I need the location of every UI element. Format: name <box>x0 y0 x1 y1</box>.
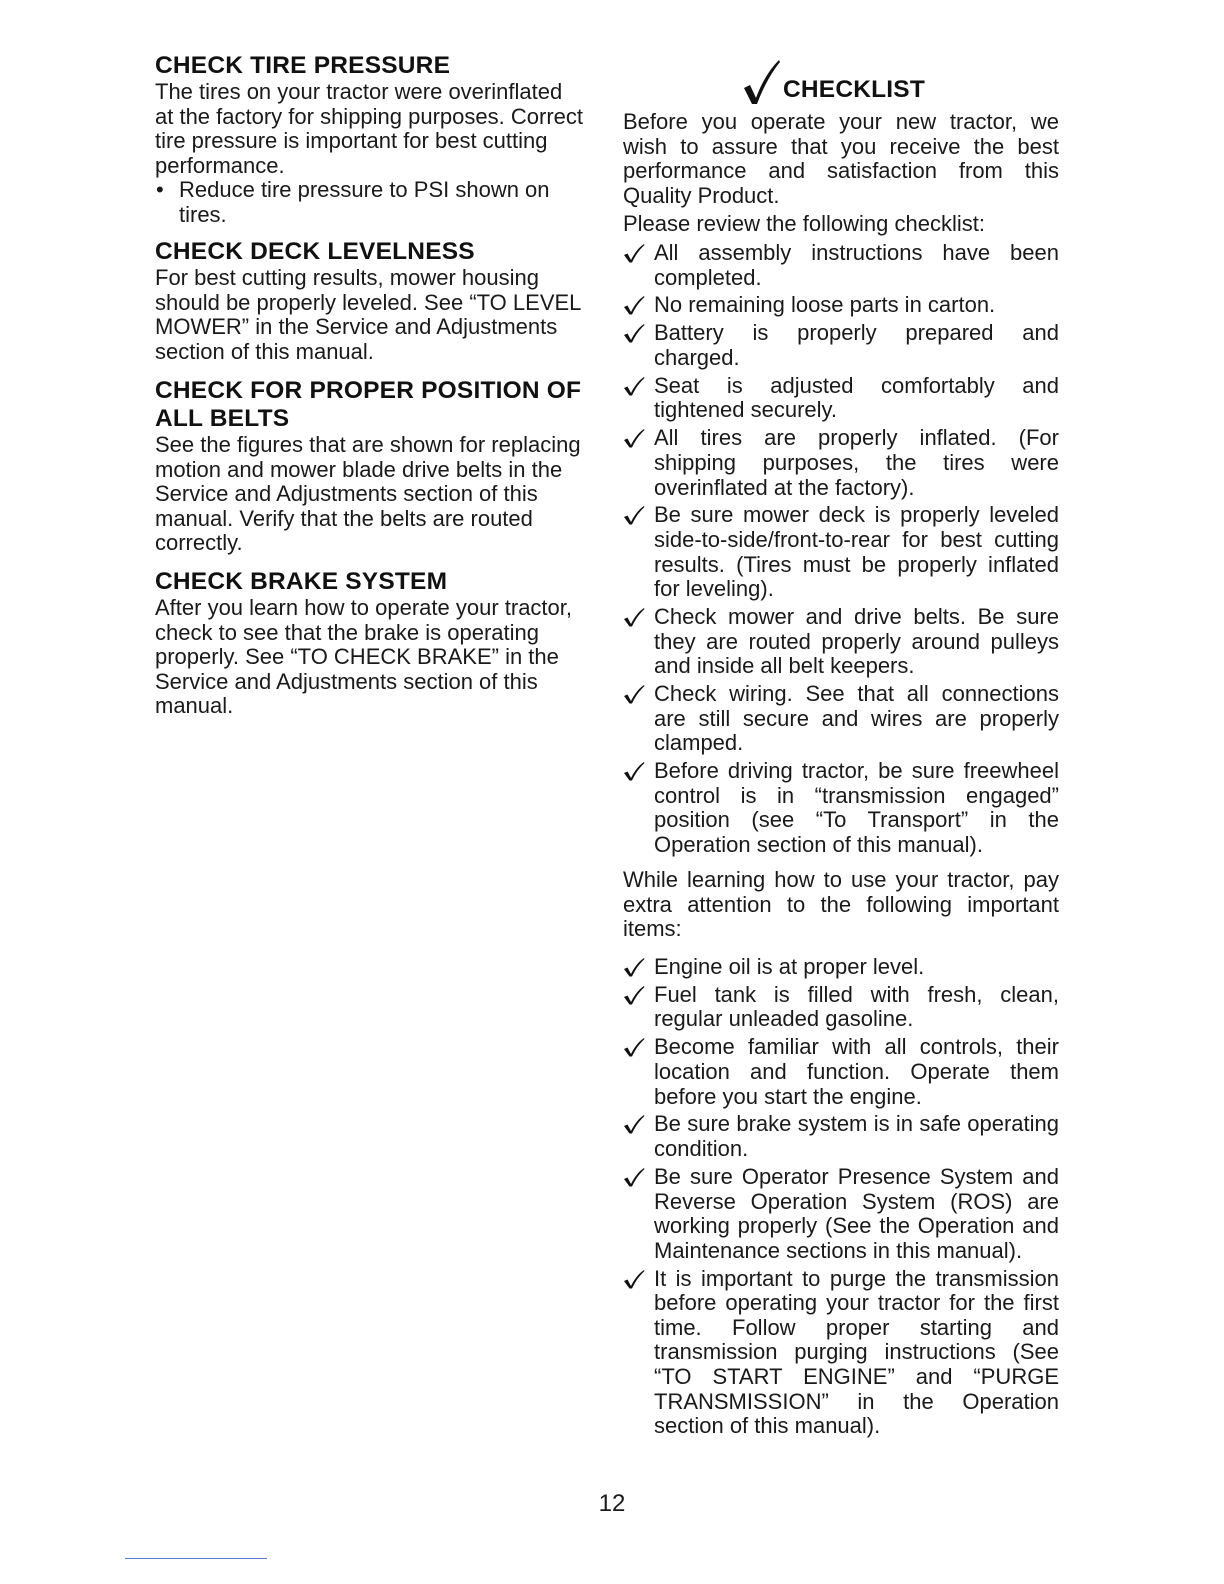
checklist-item-text: Fuel tank is filled with fresh, clean, regular unleaded gasoline. <box>654 981 1059 1032</box>
checklist-item <box>623 955 1059 980</box>
checkmark-icon <box>623 605 654 679</box>
attention-items <box>623 955 1059 1442</box>
brake-section <box>155 568 585 719</box>
brake-body: After you learn how to operate your tractor, check to see that the brake is operating properly. See “TO CHECK BRAKE” in the Service and Adjustments section of this manual. <box>155 595 573 719</box>
deck-levelness-body: For best cutting results, mower housing should be properly leveled. See “TO LEVEL MOWER” in the Service and Adjustments section of this manual. <box>155 265 581 364</box>
checkmark-icon <box>623 293 654 318</box>
checkmark-icon <box>623 374 654 423</box>
checklist-title: CHECKLIST <box>783 76 925 103</box>
checklist-item-text: Check wiring. See that all connections are still secure and wires are properly clamped. <box>654 681 1059 756</box>
checklist-item-text: Seat is adjusted comfortably and tightened securely. <box>654 372 1059 423</box>
checklist-intro: Before you operate your new tractor, we wish to assure that you receive the best performance and satisfaction from this Quality Product. <box>623 109 1059 208</box>
checkmark-icon <box>741 58 781 106</box>
checklist-item-text: Become familiar with all controls, their location and function. Operate them before you start the engine. <box>654 1034 1059 1109</box>
checklist-item-text: Battery is properly prepared and charged. <box>654 320 1059 370</box>
checkmark-icon <box>623 1112 654 1161</box>
tire-pressure-body: The tires on your tractor were overinflated at the factory for shipping purposes. Correct tire pressure is important for best cutting performance. <box>155 79 583 178</box>
checklist-item <box>623 426 1059 500</box>
checklist-item <box>623 1165 1059 1263</box>
checkmark-icon <box>623 321 654 370</box>
checklist-item <box>623 1267 1059 1439</box>
checklist-header <box>741 58 925 106</box>
checklist-item <box>623 682 1059 756</box>
checklist-item-text: Be sure Operator Presence System and Reverse Operation System (ROS) are working properly (See the Operation and Maintenance sections in this manual). <box>654 1163 1059 1263</box>
tire-pressure-bullet-text: Reduce tire pressure to PSI shown on tires. <box>179 177 550 227</box>
checklist-item <box>623 759 1059 857</box>
deck-levelness-section <box>155 238 585 364</box>
checkmark-icon <box>623 1267 654 1439</box>
checklist-item <box>623 1112 1059 1161</box>
checklist-item <box>623 293 1059 318</box>
checklist-item-text: Check mower and drive belts. Be sure they are routed properly around pulleys and inside all belt keepers. <box>654 604 1059 679</box>
checkmark-icon <box>623 682 654 756</box>
tire-pressure-bullet <box>155 178 585 227</box>
checkmark-icon <box>623 1035 654 1109</box>
checklist-item <box>623 605 1059 679</box>
page-number: 12 <box>598 1490 626 1517</box>
checklist-item-text: No remaining loose parts in carton. <box>654 292 996 318</box>
footer-rule <box>125 1558 267 1559</box>
checklist-item <box>623 503 1059 601</box>
checkmark-icon <box>623 955 654 980</box>
checklist-review-text: Please review the following checklist: <box>623 211 985 236</box>
checklist-item-text: It is important to purge the transmission before operating your tractor for the first time. Follow proper starting and transmission purging instructions (See “TO START ENGINE” and “PURGE TRANSMISSION” in the Operation section of this manual). <box>654 1265 1059 1439</box>
deck-levelness-heading: CHECK DECK LEVELNESS <box>155 238 475 265</box>
checklist-item <box>623 241 1059 290</box>
checklist-item <box>623 1035 1059 1109</box>
attention-paragraph: While learning how to use your tractor, pay extra attention to the following important items: <box>623 867 1059 942</box>
tire-pressure-heading: CHECK TIRE PRESSURE <box>155 52 451 79</box>
brake-heading: CHECK BRAKE SYSTEM <box>155 568 448 595</box>
checkmark-icon <box>623 503 654 601</box>
checklist-item-text: Before driving tractor, be sure freewheel control is in “transmission engaged” position (see “To Transport” in the Operation section of this manual). <box>654 758 1059 858</box>
checklist-item-text: All assembly instructions have been completed. <box>654 240 1059 290</box>
belts-section <box>155 377 585 556</box>
checkmark-icon <box>623 759 654 857</box>
checklist-item <box>623 321 1059 370</box>
checklist-item-text: Engine oil is at proper level. <box>654 954 925 979</box>
belts-heading: CHECK FOR PROPER POSITION OF ALL BELTS <box>155 377 582 432</box>
checklist-item <box>623 374 1059 423</box>
checklist-item <box>623 983 1059 1032</box>
checklist-item-text: All tires are properly inflated. (For shipping purposes, the tires were overinflated at the factory). <box>654 425 1059 500</box>
bullet-dot-icon: • <box>156 177 164 203</box>
checkmark-icon <box>623 241 654 290</box>
checklist-item-text: Be sure brake system is in safe operating condition. <box>654 1111 1059 1162</box>
checklist-items <box>623 241 1059 861</box>
belts-body: See the figures that are shown for replacing motion and mower blade drive belts in the Service and Adjustments section of this manual. Verify that the belts are routed correctly. <box>155 432 581 556</box>
tire-pressure-section <box>155 52 585 228</box>
checkmark-icon <box>623 1165 654 1263</box>
checkmark-icon <box>623 983 654 1032</box>
checklist-item-text: Be sure mower deck is properly leveled side-to-side/front-to-rear for best cutting results. (Tires must be properly inflated for leveling). <box>654 502 1059 602</box>
checkmark-icon <box>623 426 654 500</box>
